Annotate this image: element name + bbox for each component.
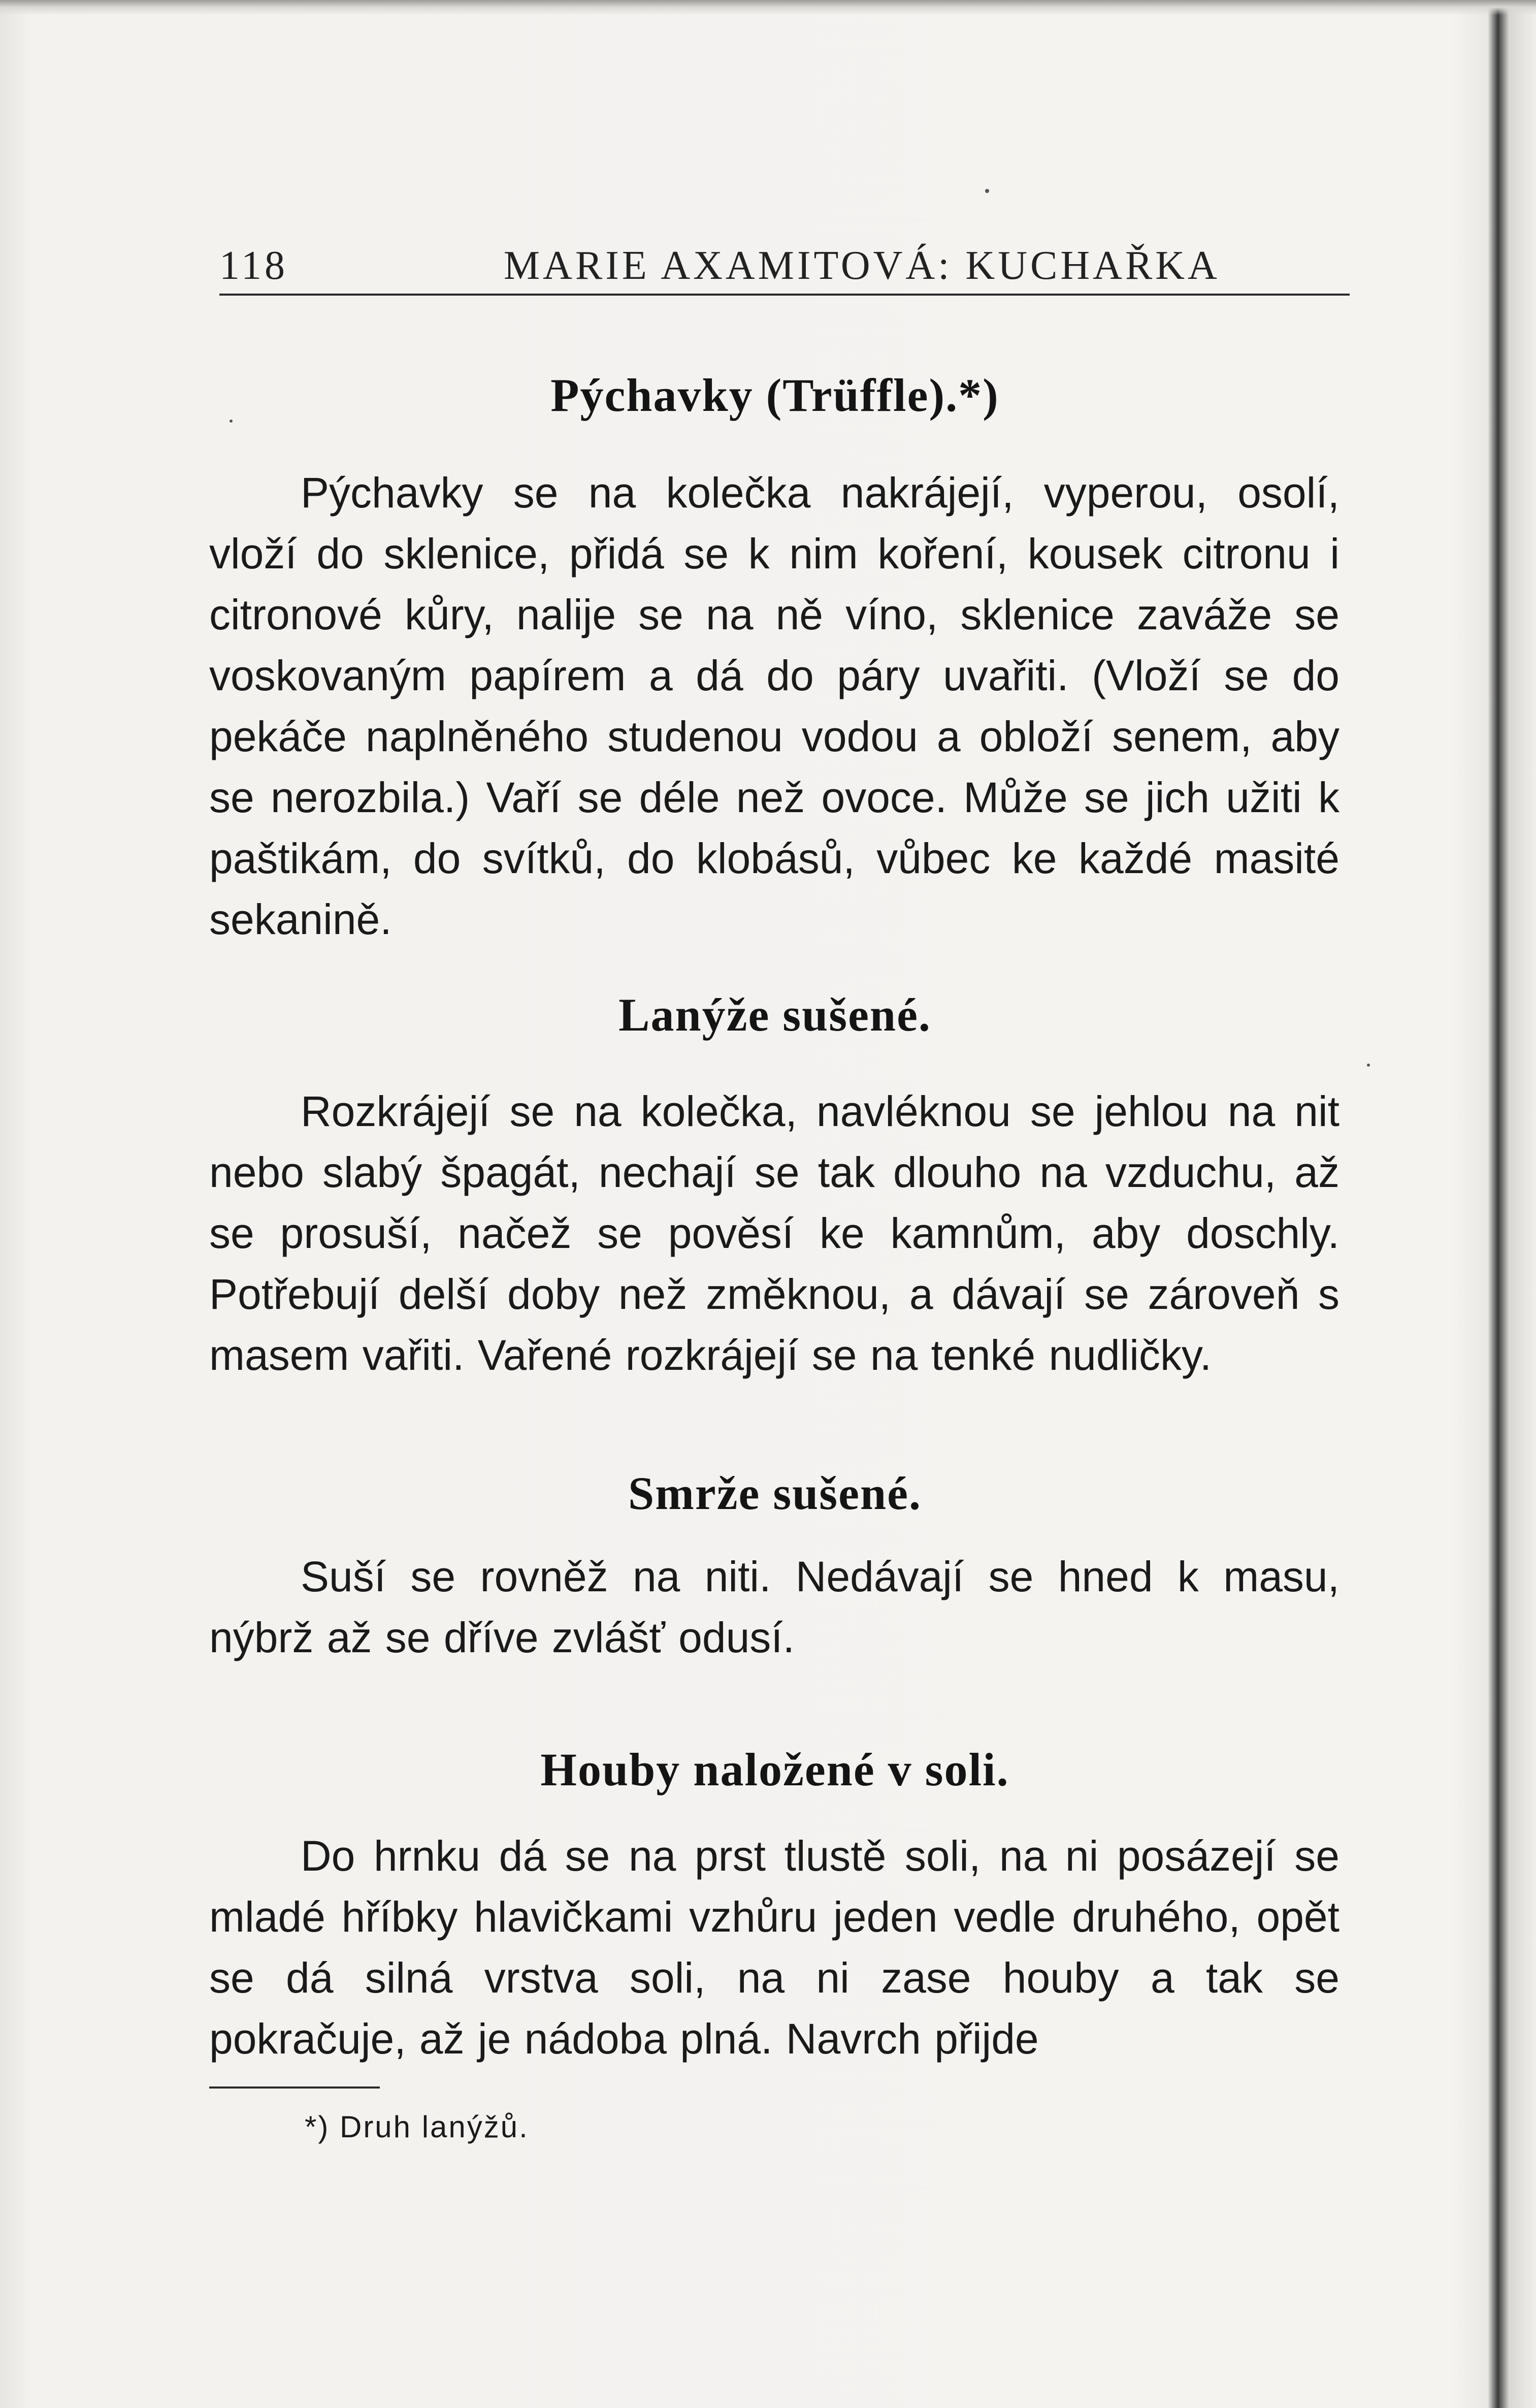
section-heading-smrze: Smrže sušené. (628, 1467, 922, 1519)
footnote: *) Druh lanýžů. (305, 2110, 529, 2144)
running-title: MARIE AXAMITOVÁ: KUCHAŘKA (504, 243, 1220, 288)
page-number: 118 (219, 243, 288, 288)
section-paragraph-lanyze: Rozkrájejí se na kolečka, navléknou se jehlou na nit nebo slabý špagát, nechají se tak dlouho na vzduchu, až se prosuší, načež se pověsí ke kamnům, aby doschly. Potřebují delší doby než změknou, a dávají se zároveň s masem vařiti. Vařené rozkrájejí se na tenké nudličky. (209, 1087, 1339, 1379)
section-paragraph-pychavky: Pýchavky se na kolečka nakrájejí, vyperou, osolí, vloží do sklenice, přidá se k nim koření, kousek citronu i citronové kůry, nalije se na ně víno, sklenice zaváže se voskovaným papírem a dá do páry uvařiti. (Vloží se do pekáče naplněného studenou vodou a obloží senem, aby se nerozbila.) Vaří se déle než ovoce. Může se jich užiti k paštikám, do svítků, do klobásů, vůbec ke každé masité sekanině. (209, 469, 1339, 943)
section-paragraph-houby: Do hrnku dá se na prst tlustě soli, na ni posázejí se mladé hříbky hlavičkami vzhůru jeden vedle druhého, opět se dá silná vrstva soli, na ni zase houby a tak se pokračuje, až je nádoba plná. Navrch přijde (209, 1832, 1339, 2063)
paper-speck (230, 420, 233, 423)
page-header (219, 243, 1347, 294)
section-heading-houby: Houby naložené v soli. (540, 1744, 1009, 1795)
paper-speck (985, 189, 989, 193)
header-divider (219, 294, 1350, 296)
paper-speck (1367, 1064, 1370, 1067)
footnote-divider (209, 2086, 380, 2089)
section-paragraph-smrze: Suší se rovněž na niti. Nedávají se hned k masu, nýbrž až se dříve zvlášť odusí. (209, 1553, 1339, 1661)
section-heading-lanyze: Lanýže sušené. (618, 989, 931, 1041)
section-heading-pychavky: Pýchavky (Trüffle).*) (550, 369, 999, 421)
